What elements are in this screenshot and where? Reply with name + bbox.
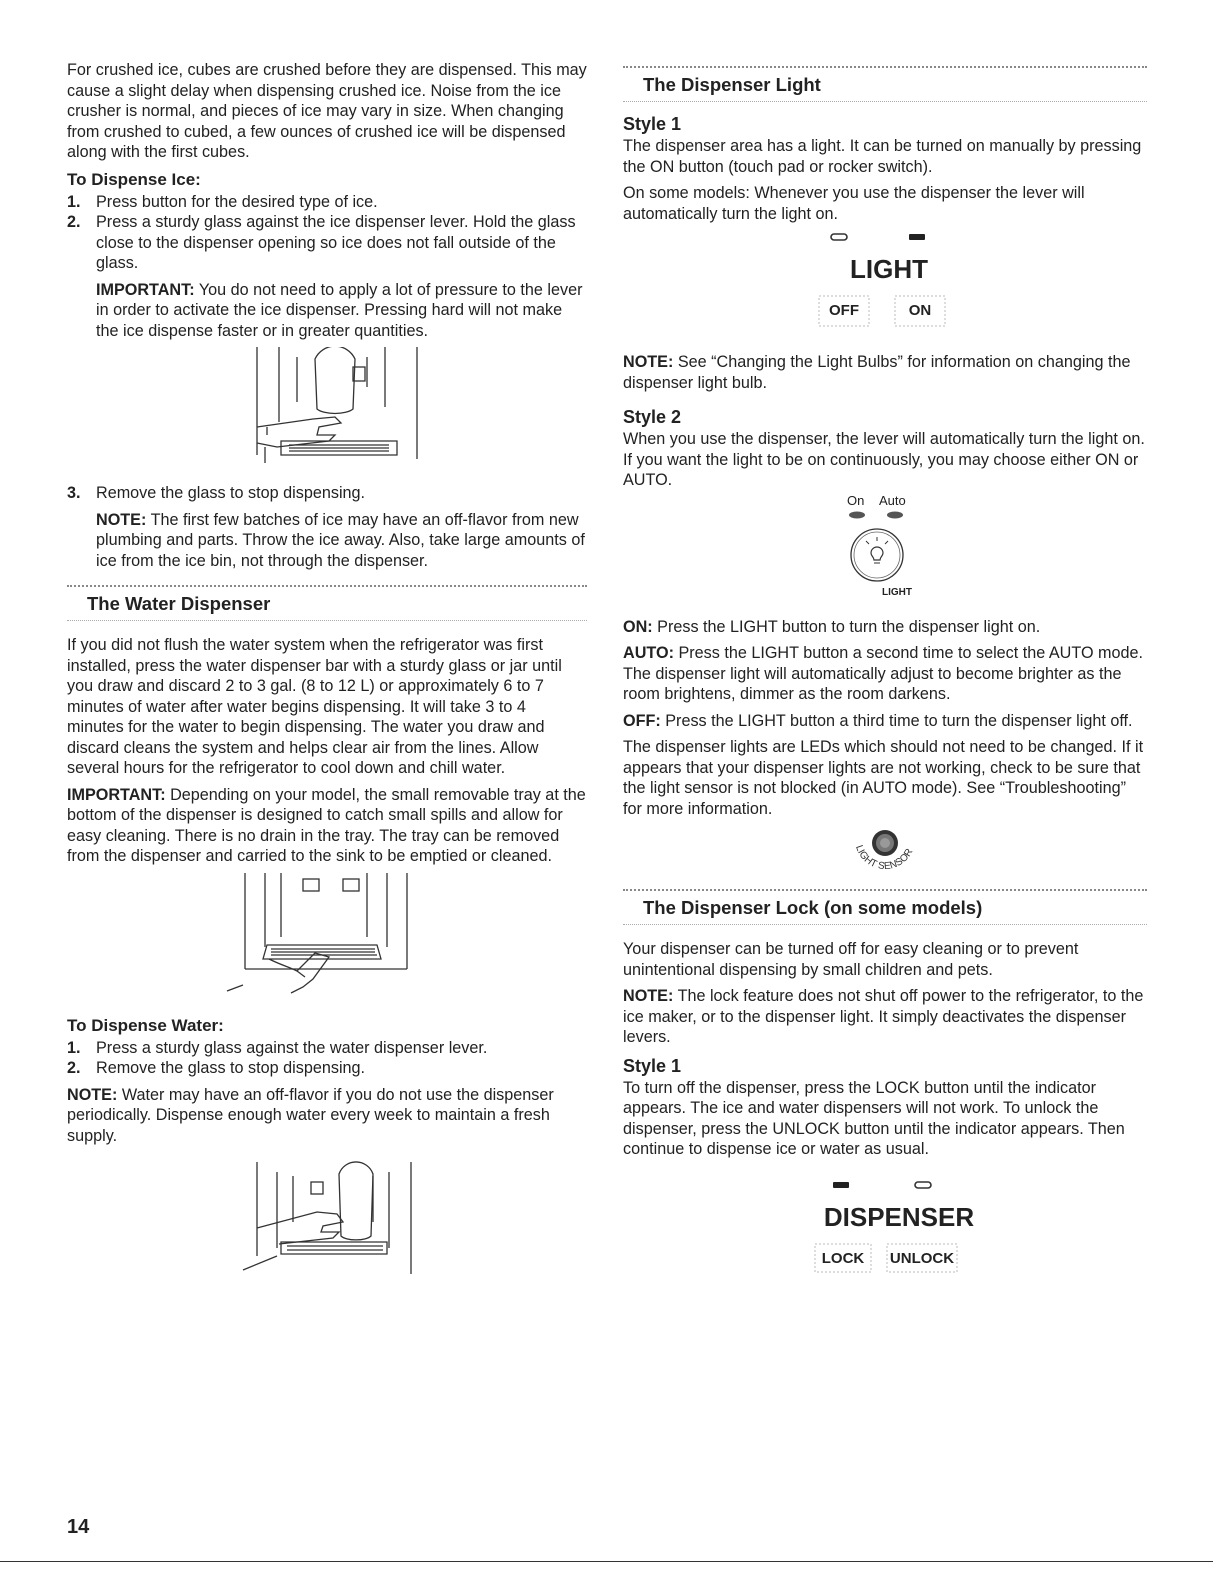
dispense-water-heading: To Dispense Water: <box>67 1015 224 1035</box>
section-divider <box>67 620 587 621</box>
lock-instructions: To turn off the dispenser, press the LOCK button until the indicator appears. The ice and water dispensers will not work. To unlock the dispenser, press the UNLOCK button until the indicator appears. Then continue to dispense ice or water as usual. <box>623 1078 1125 1158</box>
section-divider <box>623 101 1147 102</box>
off-indicator-icon <box>831 234 847 240</box>
style2-paragraph: When you use the dispenser, the lever will automatically turn the light on. If you want the light to be on continuously, you may choose either ON or AUTO. <box>623 430 1145 489</box>
leds-paragraph: The dispenser lights are LEDs which should not need to be changed. If it appears that your dispenser lights are not working, check to be sure that the light sensor is not blocked (in AUTO mode). See “Troubleshooting” for more information. <box>623 738 1144 818</box>
dispenser-lock-section-header <box>623 889 1147 925</box>
dispenser-lock-panel <box>623 1160 1147 1280</box>
lock-intro-paragraph: Your dispenser can be turned off for easy cleaning or to prevent unintentional dispensing by small children and pets. <box>623 940 1079 979</box>
on-indicator-icon <box>909 234 925 240</box>
water-steps <box>67 1038 587 1079</box>
intro-paragraph: For crushed ice, cubes are crushed before they are dispensed. This may cause a slight delay when dispensing crushed ice. Noise from the ice crusher is normal, and pieces of ice may vary in size. When changing from crushed to cubed, a few ounces of crushed ice will be dispensed along with the first cubes. <box>67 61 587 161</box>
light-paragraph: The dispenser area has a light. It can be turned on manually by pressing the ON button (touch pad or rocker switch). <box>623 137 1142 176</box>
on-mode-description: ON: Press the LIGHT button to turn the dispenser light on. <box>623 617 1041 636</box>
water-flavor-note: NOTE: Water may have an off-flavor if you do not use the dispenser periodically. Dispense enough water every week to maintain a fresh supply. <box>67 1085 554 1145</box>
list-item: 1. Press button for the desired type of ice. <box>67 192 378 211</box>
ice-steps <box>67 192 587 274</box>
light-on-button[interactable]: ON <box>908 302 932 319</box>
water-intro-paragraph: If you did not flush the water system when the refrigerator was first installed, press the water dispenser bar with a sturdy glass or jar until you draw and discard 2 to 3 gal. (8 to 12 L) or approximately 6 to 7 minutes of water after water begins dispensing. It will take 3 to 4 minutes for the water to begin dispensing. The water you draw and discard cleans the system and helps clear air from the lines. Allow several hours for the refrigerator to cool down and chill water. <box>67 636 562 777</box>
list-item: 2. Press a sturdy glass against the ice dispenser lever. Hold the glass close to the dispenser opening so ice does not fall outside of the glass. <box>67 213 576 272</box>
dispense-ice-heading: To Dispense Ice: <box>67 169 201 189</box>
water-tray-illustration <box>67 873 587 1013</box>
important-ice-note: IMPORTANT: You do not need to apply a lot of pressure to the lever in order to activate the ice dispenser. Pressing hard will not make the ice dispense faster or in greater quantities. <box>96 280 583 340</box>
lock-indicator-icon <box>833 1182 849 1188</box>
section-title: The Water Dispenser <box>87 593 271 614</box>
page-bottom-rule <box>0 1561 1213 1562</box>
light-sensor-illustration <box>623 819 1147 883</box>
water-dispenser-section-header <box>67 585 587 621</box>
page-number: 14 <box>67 1516 90 1538</box>
list-item: 3. Remove the glass to stop dispensing. <box>67 484 366 502</box>
unlock-button[interactable]: UNLOCK <box>889 1249 955 1267</box>
style-heading: Style 2 <box>623 407 682 427</box>
section-divider <box>623 924 1147 925</box>
on-indicator-icon <box>849 511 865 518</box>
light-button-label: LIGHT <box>882 586 912 598</box>
ice-dispenser-illustration <box>67 347 587 487</box>
lock-power-note: NOTE: The lock feature does not shut off power to the refrigerator, to the ice maker, or to the dispenser light. It simply deactivates the dispenser levers. <box>623 987 1144 1046</box>
light-control-panel <box>623 224 1147 342</box>
auto-mode-description: AUTO: Press the LIGHT button a second time to select the AUTO mode. The dispenser light will automatically adjust to become brighter as the room brightens, dimmer as the room darkens. <box>623 644 1144 703</box>
section-title: The Dispenser Light <box>643 74 821 95</box>
lock-button[interactable]: LOCK <box>821 1249 865 1267</box>
water-dispenser-illustration <box>67 1152 587 1282</box>
on-mode-label: On <box>847 492 865 508</box>
style-heading: Style 1 <box>623 1055 682 1076</box>
auto-mode-label: Auto <box>879 492 906 508</box>
light-panel-title: LIGHT <box>850 254 928 284</box>
list-item: 1. Press a sturdy glass against the water dispenser lever. <box>67 1038 488 1057</box>
light-bulb-note: NOTE: See “Changing the Light Bulbs” for information on changing the dispenser light bulb. <box>623 353 1131 392</box>
right-column <box>623 66 1147 1280</box>
off-mode-description: OFF: Press the LIGHT button a third time to turn the dispenser light off. <box>623 711 1133 730</box>
light-paragraph-models: On some models: Whenever you use the dispenser the lever will automatically turn the light on. <box>623 184 1085 223</box>
style2-light-panel <box>623 491 1147 609</box>
dispenser-panel-title: DISPENSER <box>823 1201 975 1232</box>
auto-indicator-icon <box>887 511 903 518</box>
style-heading: Style 1 <box>623 114 682 134</box>
section-title: The Dispenser Lock (on some models) <box>643 897 983 918</box>
list-item: 2. Remove the glass to stop dispensing. <box>67 1059 366 1077</box>
light-off-button[interactable]: OFF <box>829 302 859 319</box>
first-batch-note: NOTE: The first few batches of ice may have an off-flavor from new plumbing and parts. Throw the ice away. Also, take large amounts of ice from the ice bin, not through the dispenser. <box>96 510 585 570</box>
sensor-label: LIGHT SENSOR <box>852 843 916 873</box>
important-tray-note: IMPORTANT: Depending on your model, the small removable tray at the bottom of the dispenser is designed to catch small spills and allow for easy cleaning. There is no drain in the tray. The tray can be removed from the dispenser and carried to the sink to be emptied or cleaned. <box>67 785 586 865</box>
left-column <box>67 60 587 1282</box>
unlock-indicator-icon <box>915 1182 931 1188</box>
light-bulb-button-icon[interactable] <box>851 529 903 581</box>
dispenser-light-section-header <box>623 66 1147 102</box>
